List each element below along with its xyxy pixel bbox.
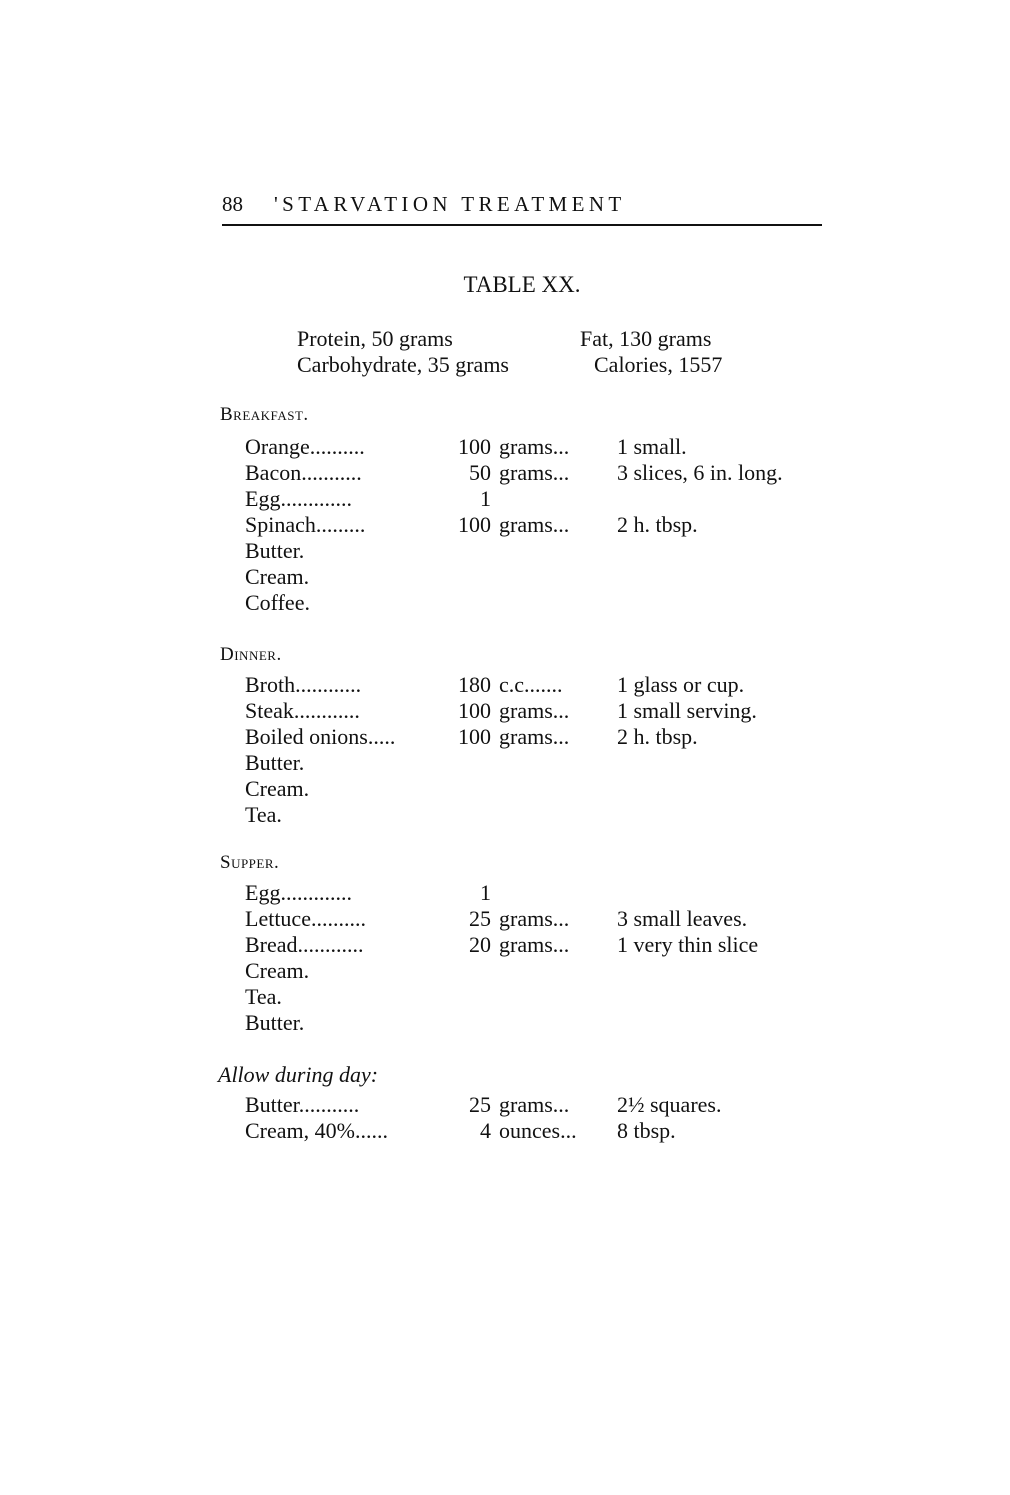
food-name: Cream.: [245, 776, 310, 801]
food-name: Bread............: [245, 932, 364, 957]
food-unit: grams...: [499, 1092, 570, 1117]
food-name: Butter...........: [245, 1092, 360, 1117]
food-quantity: 100: [458, 512, 491, 537]
food-quantity: 100: [458, 698, 491, 723]
food-measure: 2 h. tbsp.: [617, 724, 698, 749]
food-name: Egg.............: [245, 486, 352, 511]
food-name: Egg.............: [245, 880, 352, 905]
food-quantity: 100: [458, 434, 491, 459]
food-name: Tea.: [245, 802, 282, 827]
supper-heading: Supper.: [220, 852, 280, 873]
food-unit: grams...: [499, 906, 570, 931]
running-title: 'STARVATION TREATMENT: [274, 192, 626, 216]
food-unit: grams...: [499, 434, 570, 459]
food-measure: 2 h. tbsp.: [617, 512, 698, 537]
food-measure: 1 small.: [617, 434, 687, 459]
food-name: Cream, 40%......: [245, 1118, 388, 1143]
dinner-heading: Dinner.: [220, 644, 282, 665]
food-quantity: 20: [469, 932, 491, 957]
food-quantity: 1: [480, 880, 491, 905]
food-quantity: 4: [480, 1118, 491, 1143]
food-measure: 1 very thin slice: [617, 932, 759, 957]
food-name: Bacon...........: [245, 460, 362, 485]
summary-fat: Fat, 130 grams: [580, 326, 712, 351]
food-quantity: 25: [469, 906, 491, 931]
food-measure: 1 small serving.: [617, 698, 757, 723]
food-unit: grams...: [499, 698, 570, 723]
header-rule: [222, 224, 822, 226]
food-measure: 1 glass or cup.: [617, 672, 745, 697]
food-name: Spinach.........: [245, 512, 366, 537]
food-name: Cream.: [245, 958, 310, 983]
table-title: TABLE XX.: [463, 272, 581, 297]
food-measure: 8 tbsp.: [617, 1118, 676, 1143]
summary-carbohydrate: Carbohydrate, 35 grams: [297, 352, 509, 377]
food-name: Coffee.: [245, 590, 310, 615]
running-header: [222, 190, 822, 218]
food-unit: grams...: [499, 724, 570, 749]
food-unit: c.c.......: [499, 672, 563, 697]
summary-calories: Calories, 1557: [594, 352, 723, 377]
food-name: Lettuce..........: [245, 906, 366, 931]
food-measure: 3 small leaves.: [617, 906, 748, 931]
food-quantity: 25: [469, 1092, 491, 1117]
page-number: 88: [222, 192, 243, 216]
food-name: Broth............: [245, 672, 362, 697]
food-name: Butter.: [245, 538, 305, 563]
food-name: Orange..........: [245, 434, 365, 459]
food-name: Tea.: [245, 984, 282, 1009]
breakfast-heading: Breakfast.: [220, 404, 309, 425]
food-unit: ounces...: [499, 1118, 577, 1143]
food-measure: 3 slices, 6 in. long.: [617, 460, 783, 485]
allow-during-day-heading: Allow during day:: [218, 1062, 379, 1087]
food-quantity: 50: [469, 460, 491, 485]
food-name: Steak............: [245, 698, 360, 723]
food-quantity: 180: [458, 672, 491, 697]
food-name: Boiled onions.....: [245, 724, 396, 749]
food-unit: grams...: [499, 512, 570, 537]
food-name: Butter.: [245, 1010, 305, 1035]
food-quantity: 1: [480, 486, 491, 511]
food-unit: grams...: [499, 460, 570, 485]
food-name: Butter.: [245, 750, 305, 775]
food-quantity: 100: [458, 724, 491, 749]
food-unit: grams...: [499, 932, 570, 957]
food-name: Cream.: [245, 564, 310, 589]
summary-protein: Protein, 50 grams: [297, 326, 453, 351]
food-measure: 2½ squares.: [617, 1092, 722, 1117]
